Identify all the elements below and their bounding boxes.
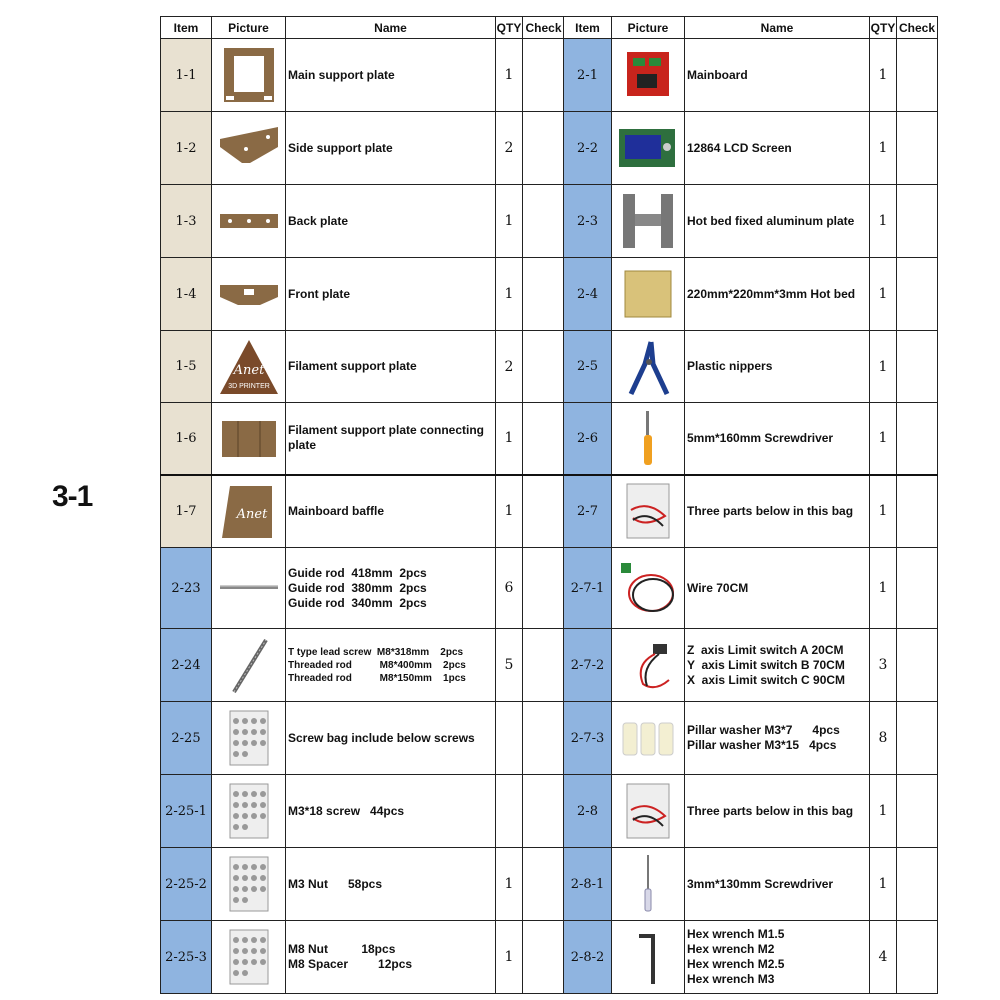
item-number: 1-7 — [161, 475, 212, 548]
check-box-cell[interactable] — [897, 629, 938, 702]
svg-text:Anet: Anet — [236, 507, 267, 523]
limit-switch-icon — [615, 634, 681, 696]
part-picture — [612, 185, 685, 258]
table-row — [161, 475, 565, 548]
part-qty: 2 — [496, 331, 523, 403]
table-row — [161, 39, 565, 112]
part-name-line: Filament support plate connecting — [288, 423, 485, 438]
item-number: 2-7-2 — [564, 629, 612, 702]
small-screwdriver-icon — [615, 853, 681, 915]
part-name — [685, 548, 870, 629]
part-picture — [212, 112, 286, 185]
part-picture — [612, 848, 685, 921]
header-check: Check — [523, 17, 565, 39]
part-qty: 1 — [496, 258, 523, 331]
part-name-line: plate — [288, 438, 317, 453]
header-picture: Picture — [612, 17, 685, 39]
wire-icon — [615, 557, 681, 619]
part-picture — [212, 39, 286, 112]
table-row — [161, 403, 565, 475]
table-row — [564, 548, 938, 629]
part-name-line: Guide rod 380mm 2pcs — [288, 580, 427, 595]
part-name-line: M3 Nut 58pcs — [288, 876, 383, 891]
part-name-line: M3*18 screw 44pcs — [288, 803, 405, 818]
table-row — [161, 258, 565, 331]
item-number: 2-2 — [564, 112, 612, 185]
part-qty: 1 — [870, 475, 897, 548]
part-picture — [612, 775, 685, 848]
header-picture: Picture — [212, 17, 286, 39]
back-plate-icon — [216, 190, 282, 252]
part-picture — [612, 403, 685, 475]
table-row — [564, 775, 938, 848]
part-picture — [212, 548, 286, 629]
part-qty: 6 — [496, 548, 523, 629]
part-picture — [612, 112, 685, 185]
part-qty: 1 — [870, 331, 897, 403]
part-name-line: 3mm*130mm Screwdriver — [687, 876, 834, 891]
part-picture — [212, 629, 286, 702]
part-picture — [612, 39, 685, 112]
main-support-plate-icon — [216, 44, 282, 106]
part-name-line: Guide rod 418mm 2pcs — [288, 565, 427, 580]
part-name-line: Hot bed fixed aluminum plate — [687, 213, 855, 228]
part-qty: 1 — [870, 548, 897, 629]
part-name — [286, 331, 496, 403]
part-qty: 1 — [870, 185, 897, 258]
part-name-line: Wire 70CM — [687, 580, 749, 595]
part-name — [685, 112, 870, 185]
pillar-washer-icon — [615, 707, 681, 769]
header-qty: QTY — [870, 17, 897, 39]
part-name-line: Threaded rod M8*400mm 2pcs — [288, 659, 466, 671]
header-name: Name — [685, 17, 870, 39]
part-name — [685, 848, 870, 921]
part-qty: 1 — [496, 185, 523, 258]
side-support-plate-icon — [216, 117, 282, 179]
table-header-row — [161, 17, 565, 39]
m8-nut-bag-icon — [216, 926, 282, 988]
part-name-line: 12864 LCD Screen — [687, 140, 792, 155]
part-name-line: 220mm*220mm*3mm Hot bed — [687, 286, 856, 301]
part-qty: 1 — [870, 258, 897, 331]
part-name — [286, 548, 496, 629]
part-name-line: Three parts below in this bag — [687, 803, 854, 818]
hex-wrench-icon — [615, 926, 681, 988]
check-box-cell[interactable] — [523, 475, 565, 548]
item-number: 1-2 — [161, 112, 212, 185]
check-box-cell[interactable] — [897, 403, 938, 475]
table-row — [564, 185, 938, 258]
check-box-cell[interactable] — [897, 185, 938, 258]
part-name-line: Front plate — [288, 286, 350, 301]
tool-bag-icon — [615, 780, 681, 842]
header-qty: QTY — [496, 17, 523, 39]
part-name-line: Mainboard — [687, 67, 748, 82]
table-row — [564, 921, 938, 994]
part-qty: 1 — [496, 848, 523, 921]
part-name-line: Y axis Limit switch B 70CM — [687, 657, 845, 672]
item-number: 1-6 — [161, 403, 212, 475]
part-name — [286, 185, 496, 258]
table-row — [161, 185, 565, 258]
part-name-line: Back plate — [288, 213, 349, 228]
part-qty: 1 — [870, 848, 897, 921]
check-box-cell[interactable] — [897, 475, 938, 548]
part-name — [286, 258, 496, 331]
table-row — [161, 848, 565, 921]
check-box-cell[interactable] — [523, 39, 565, 112]
item-number: 2-1 — [564, 39, 612, 112]
part-picture — [612, 548, 685, 629]
part-name — [685, 921, 870, 994]
table-header-row — [564, 17, 938, 39]
table-row — [564, 403, 938, 475]
screwdriver-icon — [615, 407, 681, 469]
part-name — [685, 403, 870, 475]
item-number: 1-4 — [161, 258, 212, 331]
part-qty: 3 — [870, 629, 897, 702]
part-name-line: Mainboard baffle — [288, 503, 385, 518]
check-box-cell[interactable] — [523, 702, 565, 775]
part-qty: 5 — [496, 629, 523, 702]
part-picture — [212, 258, 286, 331]
check-box-cell[interactable] — [523, 848, 565, 921]
part-name-line: Main support plate — [288, 67, 395, 82]
header-name: Name — [286, 17, 496, 39]
part-name-line: Hex wrench M1.5 — [687, 927, 785, 941]
wire-bag-icon — [615, 480, 681, 542]
parts-table-left — [160, 16, 565, 994]
item-number: 2-25 — [161, 702, 212, 775]
check-box-cell[interactable] — [897, 112, 938, 185]
connecting-plate-icon — [216, 407, 282, 469]
lead-screw-icon — [216, 634, 282, 696]
check-box-cell[interactable] — [897, 39, 938, 112]
lcd-screen-icon — [615, 117, 681, 179]
part-name-line: Three parts below in this bag — [687, 503, 854, 518]
part-name-line: Threaded rod M8*150mm 1pcs — [288, 672, 466, 684]
parts-table-right — [563, 16, 938, 994]
part-picture — [212, 775, 286, 848]
item-number: 2-3 — [564, 185, 612, 258]
table-row — [564, 629, 938, 702]
item-number: 2-7 — [564, 475, 612, 548]
part-name-line: Screw bag include below screws — [288, 730, 475, 745]
check-box-cell[interactable] — [523, 775, 565, 848]
part-name-line: Filament support plate — [288, 359, 417, 373]
part-qty — [496, 775, 523, 848]
part-name — [286, 39, 496, 112]
part-name — [286, 702, 496, 775]
part-qty: 1 — [496, 921, 523, 994]
item-number: 2-4 — [564, 258, 612, 331]
check-box-cell[interactable] — [523, 548, 565, 629]
check-box-cell[interactable] — [897, 848, 938, 921]
part-name — [685, 475, 870, 548]
part-name-line: M8 Spacer 12pcs — [288, 957, 413, 971]
screw-bag-icon — [216, 707, 282, 769]
part-picture — [212, 403, 286, 475]
part-picture — [612, 475, 685, 548]
table-row — [161, 112, 565, 185]
table-row — [161, 921, 565, 994]
part-qty — [496, 702, 523, 775]
part-name — [685, 258, 870, 331]
table-row — [564, 848, 938, 921]
mainboard-icon — [615, 44, 681, 106]
header-item: Item — [161, 17, 212, 39]
check-box-cell[interactable] — [523, 112, 565, 185]
header-check: Check — [897, 17, 938, 39]
part-qty: 1 — [496, 475, 523, 548]
header-item: Item — [564, 17, 612, 39]
check-box-cell[interactable] — [897, 702, 938, 775]
svg-text:3D PRINTER: 3D PRINTER — [227, 382, 270, 390]
part-name — [286, 629, 496, 702]
part-picture — [212, 185, 286, 258]
check-box-cell[interactable] — [897, 258, 938, 331]
item-number: 2-8-1 — [564, 848, 612, 921]
part-picture — [612, 331, 685, 403]
part-picture — [212, 702, 286, 775]
guide-rod-icon — [216, 557, 282, 619]
check-box-cell[interactable] — [897, 921, 938, 994]
part-qty: 1 — [496, 39, 523, 112]
part-name — [685, 629, 870, 702]
part-qty: 1 — [870, 39, 897, 112]
part-name-line: M8 Nut 18pcs — [288, 942, 396, 956]
part-name — [286, 112, 496, 185]
filament-support-plate-icon — [216, 336, 282, 398]
table-row — [564, 112, 938, 185]
part-picture — [212, 331, 286, 403]
table-row — [564, 258, 938, 331]
part-qty: 1 — [870, 112, 897, 185]
part-qty: 2 — [496, 112, 523, 185]
part-name — [286, 403, 496, 475]
part-picture — [212, 921, 286, 994]
item-number: 2-8-2 — [564, 921, 612, 994]
item-number: 2-23 — [161, 548, 212, 629]
table-row — [161, 775, 565, 848]
part-name-line: Pillar washer M3*15 4pcs — [687, 738, 837, 752]
part-name-line: T type lead screw M8*318mm 2pcs — [288, 646, 464, 658]
part-qty: 1 — [870, 403, 897, 475]
table-row — [564, 39, 938, 112]
part-name — [685, 331, 870, 403]
m3-screw-bag-icon — [216, 780, 282, 842]
part-picture — [612, 702, 685, 775]
check-box-cell[interactable] — [523, 185, 565, 258]
item-number: 1-3 — [161, 185, 212, 258]
item-number: 1-5 — [161, 331, 212, 403]
part-name — [286, 775, 496, 848]
table-row — [161, 331, 565, 403]
m3-nut-bag-icon — [216, 853, 282, 915]
part-name-line: Guide rod 340mm 2pcs — [288, 595, 427, 610]
part-name-line: Hex wrench M2.5 — [687, 957, 785, 971]
part-qty: 4 — [870, 921, 897, 994]
part-qty: 8 — [870, 702, 897, 775]
part-name-line: Pillar washer M3*7 4pcs — [687, 723, 840, 737]
part-name — [685, 185, 870, 258]
item-number: 2-25-2 — [161, 848, 212, 921]
item-number: 2-7-3 — [564, 702, 612, 775]
part-name-line: Hex wrench M2 — [687, 942, 775, 956]
check-box-cell[interactable] — [897, 331, 938, 403]
part-name — [286, 848, 496, 921]
aluminum-plate-icon — [615, 190, 681, 252]
check-box-cell[interactable] — [897, 548, 938, 629]
item-number: 2-24 — [161, 629, 212, 702]
item-number: 2-5 — [564, 331, 612, 403]
part-picture — [612, 921, 685, 994]
item-number: 1-1 — [161, 39, 212, 112]
check-box-cell[interactable] — [523, 258, 565, 331]
item-number: 2-8 — [564, 775, 612, 848]
page-label: 3-1 — [52, 480, 93, 513]
table-row — [564, 475, 938, 548]
part-name — [286, 921, 496, 994]
item-number: 2-6 — [564, 403, 612, 475]
part-name — [286, 475, 496, 548]
table-row — [161, 548, 565, 629]
part-name-line: Plastic nippers — [687, 359, 773, 373]
front-plate-icon — [216, 263, 282, 325]
part-picture — [612, 258, 685, 331]
check-box-cell[interactable] — [897, 775, 938, 848]
part-name-line: Hex wrench M3 — [687, 972, 775, 986]
table-row — [161, 629, 565, 702]
part-picture — [612, 629, 685, 702]
mainboard-baffle-icon — [216, 480, 282, 542]
table-row — [564, 702, 938, 775]
part-picture — [212, 475, 286, 548]
part-picture — [212, 848, 286, 921]
table-row — [161, 702, 565, 775]
hot-bed-icon — [615, 263, 681, 325]
check-box-cell[interactable] — [523, 331, 565, 403]
svg-text:Anet: Anet — [233, 362, 264, 378]
item-number: 2-25-1 — [161, 775, 212, 848]
check-box-cell[interactable] — [523, 629, 565, 702]
part-name-line: Z axis Limit switch A 20CM — [687, 642, 844, 657]
part-name-line: X axis Limit switch C 90CM — [687, 672, 846, 687]
part-qty: 1 — [496, 403, 523, 475]
check-box-cell[interactable] — [523, 921, 565, 994]
table-row — [564, 331, 938, 403]
part-name-line: Side support plate — [288, 140, 393, 155]
part-name — [685, 702, 870, 775]
part-name-line: 5mm*160mm Screwdriver — [687, 430, 834, 445]
part-qty: 1 — [870, 775, 897, 848]
item-number: 2-25-3 — [161, 921, 212, 994]
check-box-cell[interactable] — [523, 403, 565, 475]
part-name — [685, 39, 870, 112]
part-name — [685, 775, 870, 848]
plastic-nippers-icon — [615, 336, 681, 398]
item-number: 2-7-1 — [564, 548, 612, 629]
